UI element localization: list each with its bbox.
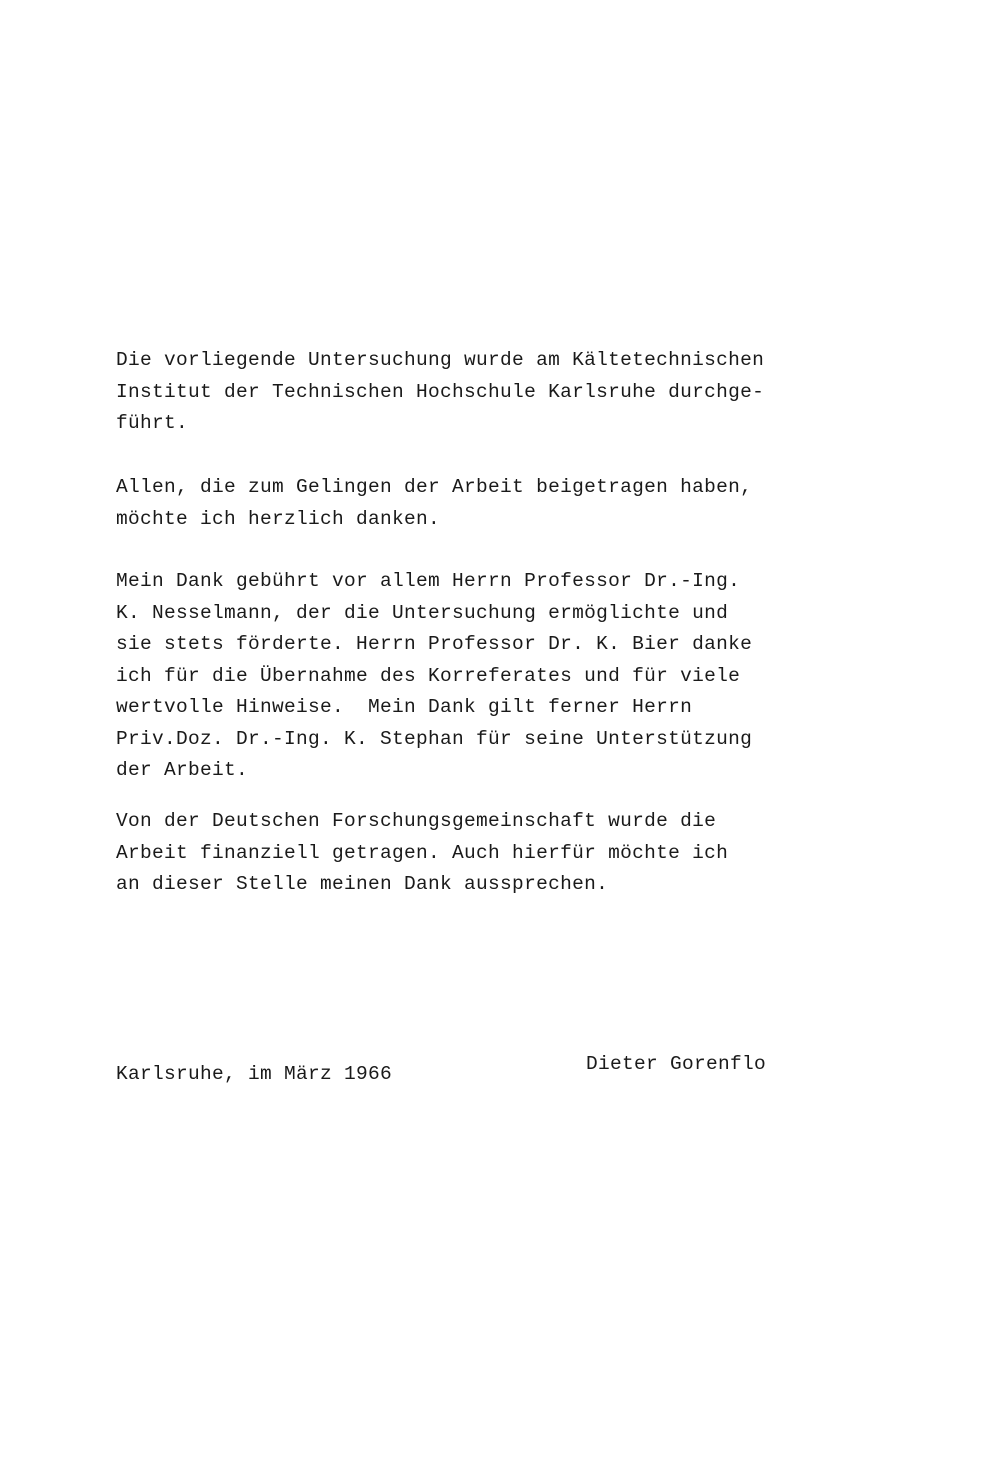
paragraph-general-thanks (116, 472, 836, 535)
text-line: ich für die Übernahme des Korreferates und für viele (116, 664, 741, 687)
text-line: sie stets förderte. Herrn Professor Dr. K. Bier danke (116, 633, 753, 655)
place-and-date: Karlsruhe, im März 1966 (116, 1063, 393, 1085)
text-line: wertvolle Hinweise. Mein Dank gilt ferner Herrn (116, 696, 693, 718)
paragraph-institute (116, 345, 836, 440)
text-line: K. Nesselmann, der die Untersuchung ermöglichte und (116, 601, 729, 624)
text-line: an dieser Stelle meinen Dank aussprechen. (116, 873, 609, 895)
text-line: Priv.Doz. Dr.-Ing. K. Stephan für seine Unterstützung (116, 727, 753, 750)
text-line: möchte ich herzlich danken. (116, 507, 441, 530)
text-line: der Arbeit. (116, 759, 249, 781)
text-line: Die vorliegende Untersuchung wurde am Kältetechnischen (116, 349, 765, 371)
text-line: führt. (116, 412, 189, 434)
author-name: Dieter Gorenflo (586, 1053, 767, 1075)
text-line: Allen, die zum Gelingen der Arbeit beigetragen haben, (116, 476, 753, 498)
paragraph-funding-thanks (116, 806, 836, 901)
paragraph-professor-thanks (116, 566, 836, 787)
text-line: Institut der Technischen Hochschule Karlsruhe durchge- (116, 380, 765, 403)
signature-row (116, 1055, 836, 1087)
text-line: Arbeit finanziell getragen. Auch hierfür möchte ich (116, 841, 729, 864)
text-line: Von der Deutschen Forschungsgemeinschaft wurde die (116, 810, 717, 832)
text-line: Mein Dank gebührt vor allem Herrn Professor Dr.-Ing. (116, 570, 741, 592)
